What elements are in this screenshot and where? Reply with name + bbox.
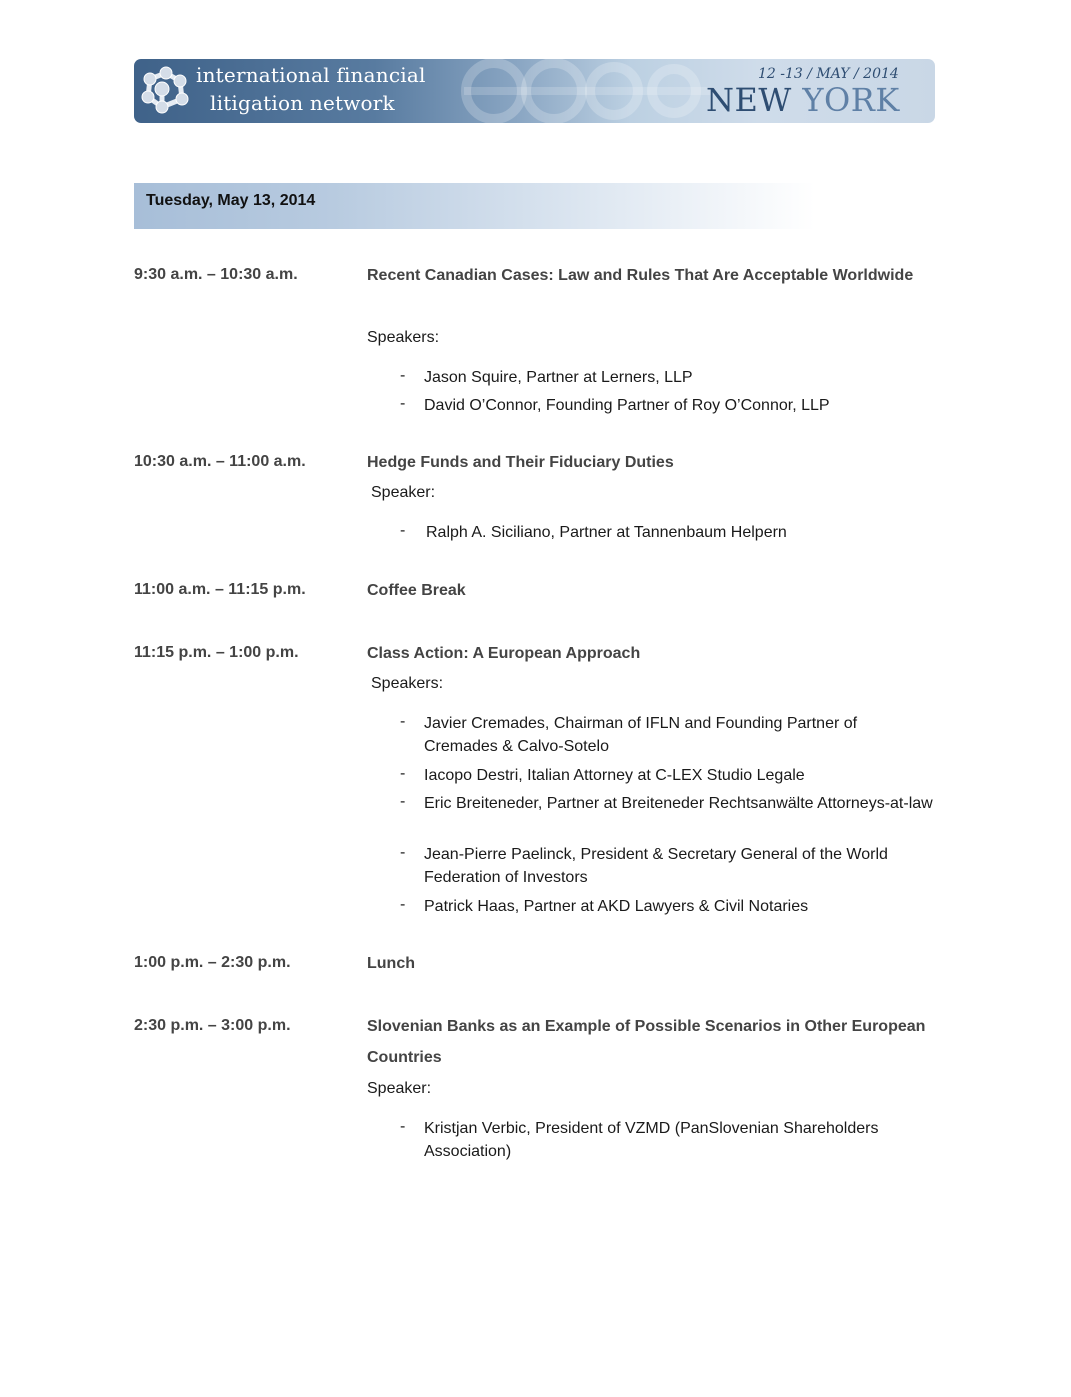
speaker-item: Patrick Haas, Partner at AKD Lawyers & Civil Notaries [424, 898, 809, 915]
speakers-label: Speaker: [367, 1080, 432, 1097]
speaker-item: Iacopo Destri, Italian Attorney at C-LEX Studio Legale [424, 767, 805, 784]
list-bullet: - [400, 765, 406, 782]
banner-city-second: YORK [802, 81, 900, 119]
session-title: Recent Canadian Cases: Law and Rules That Are Acceptable Worldwide [367, 267, 914, 284]
speaker-item: Jason Squire, Partner at Lerners, LLP [424, 369, 693, 386]
day-heading-bar [134, 183, 935, 229]
session-time: 1:00 p.m. – 2:30 p.m. [134, 954, 291, 971]
session-time: 10:30 a.m. – 11:00 a.m. [134, 453, 306, 470]
speaker-item: Kristjan Verbic, President of VZMD (PanSlovenian Shareholders Association) [424, 1120, 879, 1160]
banner-title-line2: litigation network [210, 91, 395, 115]
list-bullet: - [400, 713, 406, 730]
day-title: Tuesday, May 13, 2014 [146, 192, 316, 209]
list-bullet: - [400, 522, 406, 539]
banner-dates: 12 -13 / MAY / 2014 [758, 66, 899, 82]
speaker-item: Javier Cremades, Chairman of IFLN and Founding Partner of Cremades & Calvo-Sotelo [424, 715, 858, 755]
speaker-item: Ralph A. Siciliano, Partner at Tannenbaum Helpern [426, 524, 787, 541]
speaker-item: Eric Breiteneder, Partner at Breiteneder Rechtsanwälte Attorneys-at-law [424, 795, 933, 812]
list-bullet: - [400, 1118, 406, 1135]
session-title: Class Action: A European Approach [367, 645, 641, 662]
list-bullet: - [400, 896, 406, 913]
session-title: Coffee Break [367, 582, 466, 599]
speakers-label: Speakers: [367, 329, 440, 346]
session-title: Slovenian Banks as an Example of Possible Scenarios in Other European Countries [367, 1018, 926, 1066]
speakers-label: Speakers: [371, 675, 444, 692]
session-time: 2:30 p.m. – 3:00 p.m. [134, 1017, 291, 1034]
session-time: 11:15 p.m. – 1:00 p.m. [134, 644, 299, 661]
banner-city [706, 81, 900, 119]
speakers-label: Speaker: [371, 484, 436, 501]
speaker-item: David O’Connor, Founding Partner of Roy O’Connor, LLP [424, 397, 830, 414]
banner-city-first: NEW [706, 81, 792, 119]
header-banner [134, 59, 935, 123]
session-time: 11:00 a.m. – 11:15 p.m. [134, 581, 306, 598]
molecule-logo-icon [142, 67, 188, 113]
list-bullet: - [400, 367, 406, 384]
banner-title-line1: international financial [196, 63, 426, 87]
session-title: Lunch [367, 955, 415, 972]
list-bullet: - [400, 844, 406, 861]
list-bullet: - [400, 793, 406, 810]
speaker-item: Jean-Pierre Paelinck, President & Secretary General of the World Federation of Investors [424, 846, 888, 886]
list-bullet: - [400, 395, 406, 412]
session-time: 9:30 a.m. – 10:30 a.m. [134, 266, 298, 283]
session-title: Hedge Funds and Their Fiduciary Duties [367, 454, 674, 471]
